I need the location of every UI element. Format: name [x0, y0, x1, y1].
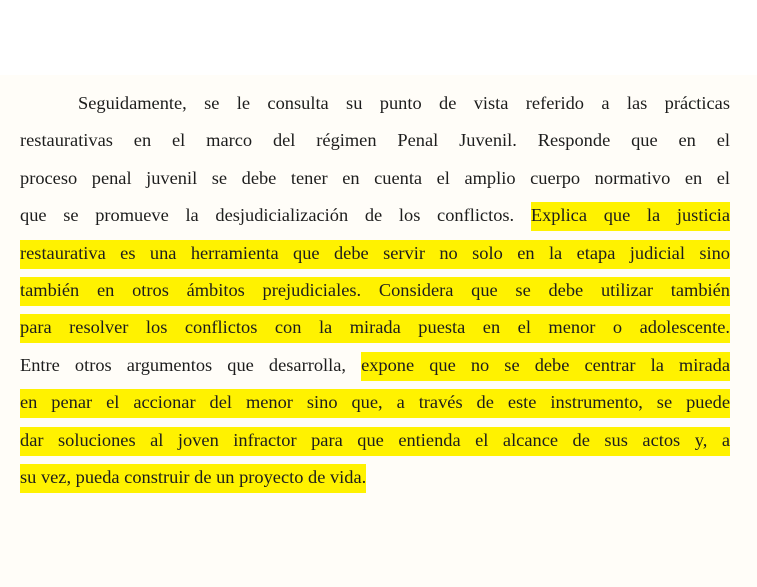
- highlighted-text: su vez, pueda construir de un proyecto de vida.: [20, 464, 366, 493]
- line-text: proceso penal juvenil se debe tener en cuenta el amplio cuerpo normativo en el: [20, 167, 730, 188]
- text-line: [20, 197, 730, 234]
- text-line: [20, 235, 730, 272]
- highlighted-text: en penar el accionar del menor sino que, a través de este instrumento, se puede: [20, 389, 730, 418]
- line-text: que se promueve la desjudicialización de los conflictos.: [20, 205, 531, 226]
- text-line: [20, 85, 730, 122]
- text-line: [20, 347, 730, 384]
- line-text: restaurativas en el marco del régimen Penal Juvenil. Responde que en el: [20, 130, 730, 151]
- text-line: [20, 160, 730, 197]
- highlighted-text: restaurativa es una herramienta que debe servir no solo en la etapa judicial sino: [20, 240, 730, 269]
- highlighted-text: también en otros ámbitos prejudiciales. Considera que se debe utilizar también: [20, 277, 730, 306]
- text-line: [20, 422, 730, 459]
- text-line: [20, 459, 730, 496]
- highlighted-text: para resolver los conflictos con la mirada puesta en el menor o adolescente.: [20, 314, 730, 343]
- highlighted-text: dar soluciones al joven infractor para que entienda el alcance de sus actos y, a: [20, 427, 730, 456]
- body-paragraph: [20, 85, 730, 496]
- text-line: [20, 272, 730, 309]
- text-line: [20, 384, 730, 421]
- line-text: Entre otros argumentos que desarrolla,: [20, 354, 362, 375]
- line-text: Seguidamente, se le consulta su punto de vista referido a las prácticas: [78, 93, 730, 113]
- text-line: [20, 309, 730, 346]
- text-line: [20, 122, 730, 159]
- highlighted-text: Explica que la justicia: [531, 202, 730, 231]
- highlighted-text: expone que no se debe centrar la mirada: [361, 352, 730, 381]
